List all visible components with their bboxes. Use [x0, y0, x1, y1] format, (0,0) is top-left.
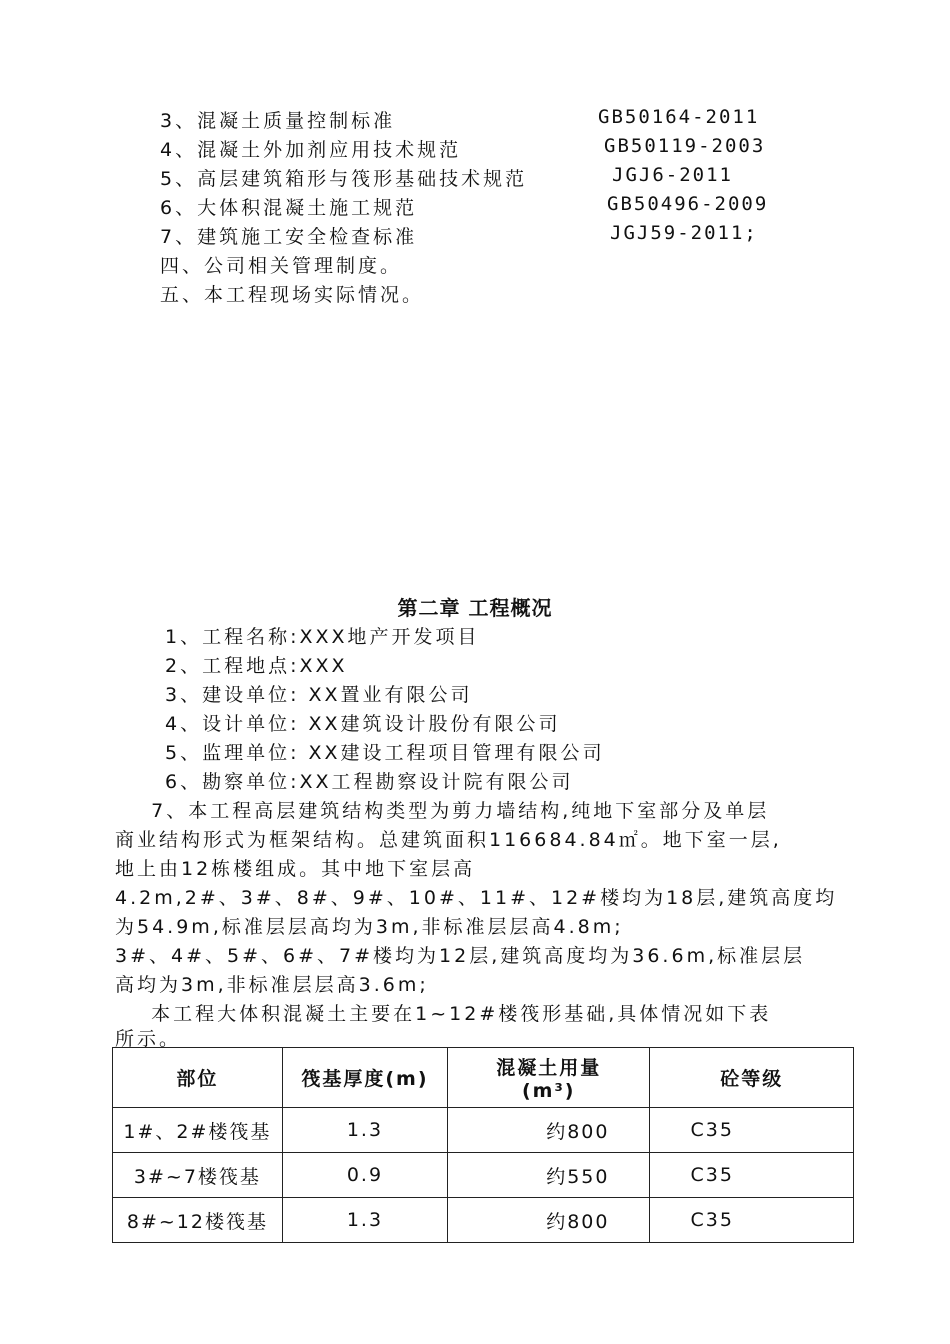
info-project-name: 1、工程名称:XXX地产开发项目 — [165, 626, 480, 648]
cell-grade: C35 — [650, 1108, 854, 1153]
standard-code: JGJ59-2011; — [610, 222, 758, 244]
table-header-row — [113, 1048, 854, 1108]
raft-foundation-table — [112, 1047, 854, 1243]
description-line: 为54.9m,标准层层高均为3m,非标准层层高4.8m; — [115, 916, 624, 938]
cell-thickness: 1.3 — [282, 1108, 447, 1153]
description-line: 地上由12栋楼组成。其中地下室层高 — [115, 858, 476, 880]
standard-name: 6、大体积混凝土施工规范 — [160, 197, 418, 219]
table-row — [113, 1198, 854, 1243]
description-line: 高均为3m,非标准层层高3.6m; — [115, 974, 429, 996]
cell-thickness: 0.9 — [282, 1153, 447, 1198]
cell-volume: 约550 — [448, 1153, 650, 1198]
header-concrete-volume-line1: 混凝土用量 — [496, 1057, 602, 1079]
cell-location: 8#~12楼筏基 — [113, 1198, 283, 1243]
chapter-title: 第二章 工程概况 — [397, 596, 553, 620]
info-project-location: 2、工程地点:XXX — [165, 655, 348, 677]
table-row — [113, 1153, 854, 1198]
info-owner-unit: 3、建设单位: XX置业有限公司 — [165, 684, 473, 706]
basis-item-management: 四、公司相关管理制度。 — [160, 255, 403, 277]
standard-code: GB50164-2011 — [598, 106, 760, 128]
info-design-unit: 4、设计单位: XX建筑设计股份有限公司 — [165, 713, 561, 735]
info-survey-unit: 6、勘察单位:XX工程勘察设计院有限公司 — [165, 771, 574, 793]
description-line: 7、本工程高层建筑结构类型为剪力墙结构,纯地下室部分及单层 — [115, 800, 770, 822]
header-raft-thickness: 筏基厚度(m) — [282, 1048, 447, 1108]
standard-item — [160, 106, 820, 136]
description-line: 4.2m,2#、3#、8#、9#、10#、11#、12#楼均为18层,建筑高度均 — [115, 887, 838, 909]
description-line: 3#、4#、5#、6#、7#楼均为12层,建筑高度均为36.6m,标准层层 — [115, 945, 806, 967]
cell-location: 3#~7楼筏基 — [113, 1153, 283, 1198]
table-row — [113, 1108, 854, 1153]
description-line: 所示。 — [115, 1028, 182, 1050]
cell-location: 1#、2#楼筏基 — [113, 1108, 283, 1153]
info-supervision-unit: 5、监理单位: XX建设工程项目管理有限公司 — [165, 742, 605, 764]
standard-item — [160, 164, 820, 194]
standard-name: 4、混凝土外加剂应用技术规范 — [160, 139, 462, 161]
cell-volume: 约800 — [448, 1108, 650, 1153]
standard-code: GB50496-2009 — [607, 193, 769, 215]
description-line: 商业结构形式为框架结构。总建筑面积116684.84㎡。地下室一层, — [115, 829, 782, 851]
cell-thickness: 1.3 — [282, 1198, 447, 1243]
header-concrete-volume-line2: (m³) — [521, 1080, 576, 1102]
standard-code: JGJ6-2011 — [612, 164, 733, 186]
standard-name: 3、混凝土质量控制标准 — [160, 110, 396, 132]
header-concrete-volume — [448, 1048, 650, 1108]
standard-name: 7、建筑施工安全检查标准 — [160, 226, 418, 248]
description-line: 本工程大体积混凝土主要在1~12#楼筏形基础,具体情况如下表 — [115, 1003, 772, 1025]
cell-volume: 约800 — [448, 1198, 650, 1243]
basis-item-site-conditions: 五、本工程现场实际情况。 — [160, 284, 425, 306]
standard-item — [160, 193, 820, 223]
standard-code: GB50119-2003 — [604, 135, 766, 157]
standard-item — [160, 222, 820, 252]
header-location: 部位 — [113, 1048, 283, 1108]
standard-item — [160, 135, 820, 165]
cell-grade: C35 — [650, 1198, 854, 1243]
standard-name: 5、高层建筑箱形与筏形基础技术规范 — [160, 168, 528, 190]
cell-grade: C35 — [650, 1153, 854, 1198]
header-concrete-grade: 砼等级 — [650, 1048, 854, 1108]
